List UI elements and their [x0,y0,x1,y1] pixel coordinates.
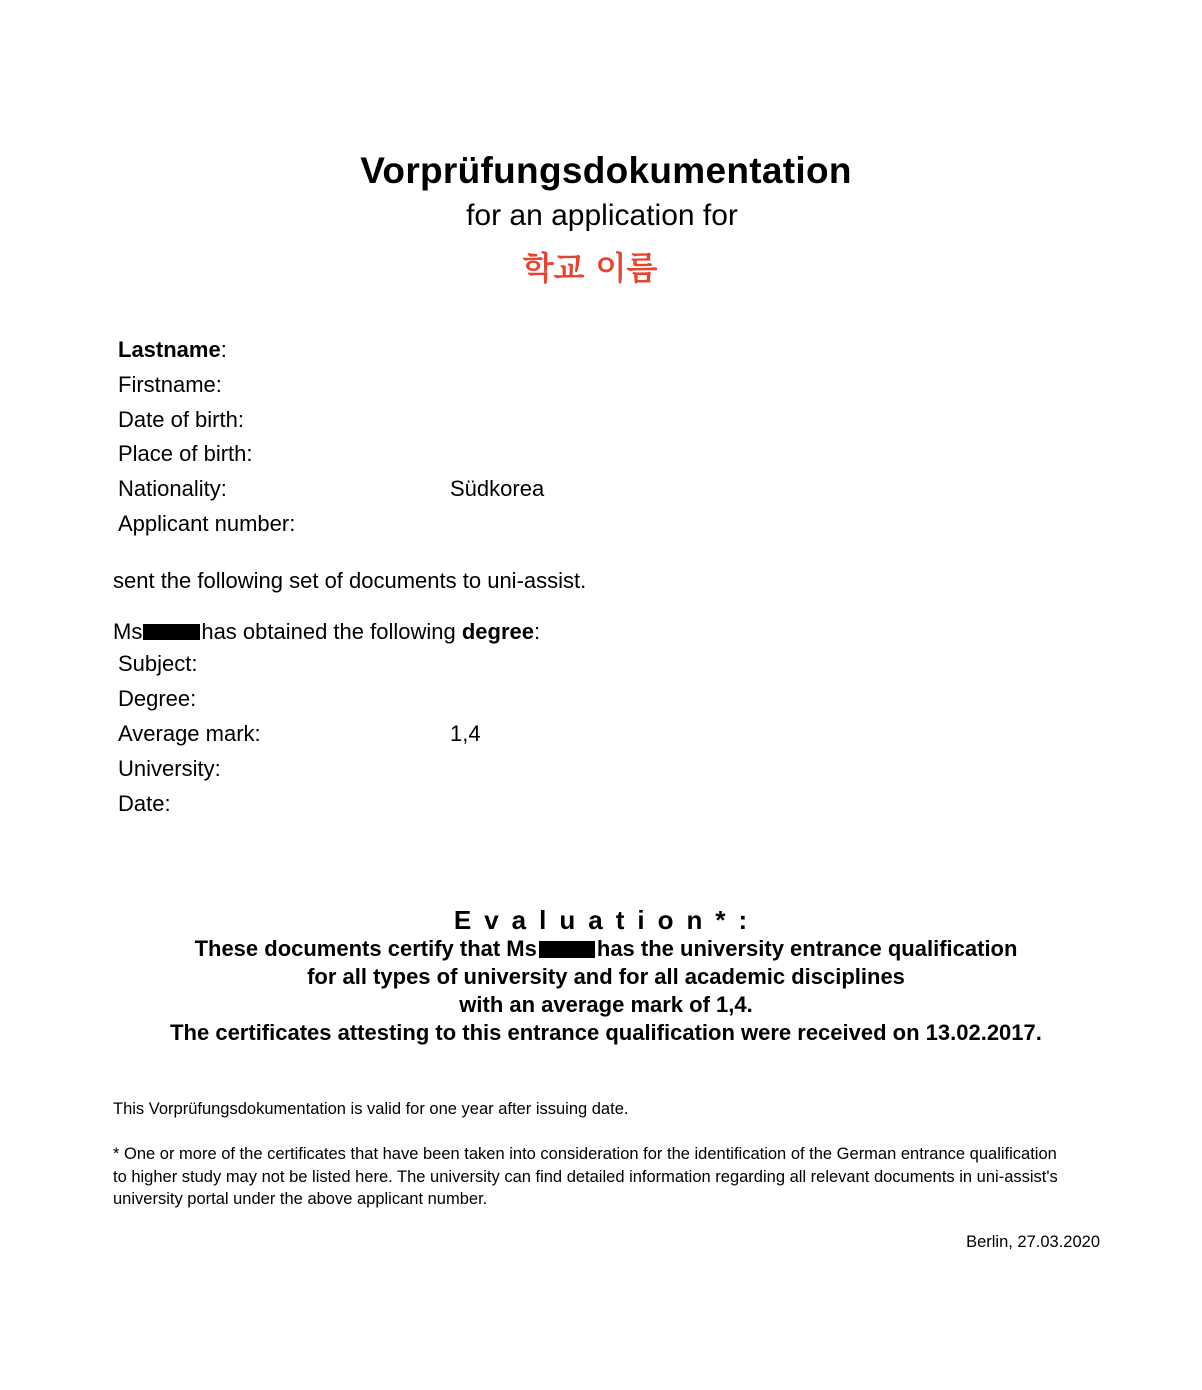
document-title: Vorprüfungsdokumentation [360,150,852,191]
validity-note: This Vorprüfungsdokumentation is valid for one year after issuing date. [113,1100,629,1118]
evaluation-line-1 [0,935,1202,963]
degree-intro [113,619,540,645]
place-date: Berlin, 27.03.2020 [966,1233,1100,1251]
applicant-number-row [118,511,450,537]
evaluation-line-2: for all types of university and for all academic disciplines [307,964,905,989]
pob-label: Place of birth: [118,441,253,466]
evaluation-line-3: with an average mark of 1,4. [459,992,753,1017]
degree-intro-suffix: : [534,619,541,644]
average-mark-label: Average mark: [118,721,261,746]
firstname-label: Firstname: [118,372,222,397]
degree-intro-bold: degree [461,619,535,644]
sent-text: sent the following set of documents to uni-assist. [113,568,587,593]
school-name: 학교 이름 [522,249,658,287]
nationality-value: Südkorea [450,476,545,501]
degree-intro-middle: has obtained the following [201,619,462,644]
degree-intro-prefix: Ms [113,619,143,644]
date-row [118,791,450,817]
redacted-name [539,941,595,958]
average-mark-value: 1,4 [450,721,481,746]
lastname-label: Lastname [118,337,221,362]
nationality-label: Nationality: [118,476,227,501]
lastname-colon: : [220,337,227,362]
subject-label: Subject: [118,651,198,676]
lastname-row [118,337,227,363]
average-mark-row [118,721,481,747]
redacted-name [143,624,200,640]
date-label: Date: [118,791,171,816]
applicant-number-label: Applicant number: [118,511,296,536]
dob-label: Date of birth: [118,407,244,432]
nationality-row [118,476,544,502]
university-label: University: [118,756,221,781]
evaluation-heading: Evaluation*: [453,905,761,935]
evaluation-line-1-suffix: has the university entrance qualification [596,936,1018,961]
degree-row [118,686,450,712]
document-subtitle: for an application for [466,199,738,232]
firstname-row [118,372,450,398]
subject-row [118,651,450,677]
university-row [118,756,450,782]
pob-row [118,441,450,467]
dob-row [118,407,450,433]
evaluation-line-4: The certificates attesting to this entrance qualification were received on 13.02.2017. [170,1020,1042,1045]
degree-label: Degree: [118,686,197,711]
footnote: * One or more of the certificates that have been taken into consideration for the identification of the German entrance qualification to higher study may not be listed here. The university can find detailed information regarding all relevant documents in uni-assist's university portal under the above applicant number. [113,1145,1058,1208]
evaluation-line-1-prefix: These documents certify that Ms [194,936,537,961]
